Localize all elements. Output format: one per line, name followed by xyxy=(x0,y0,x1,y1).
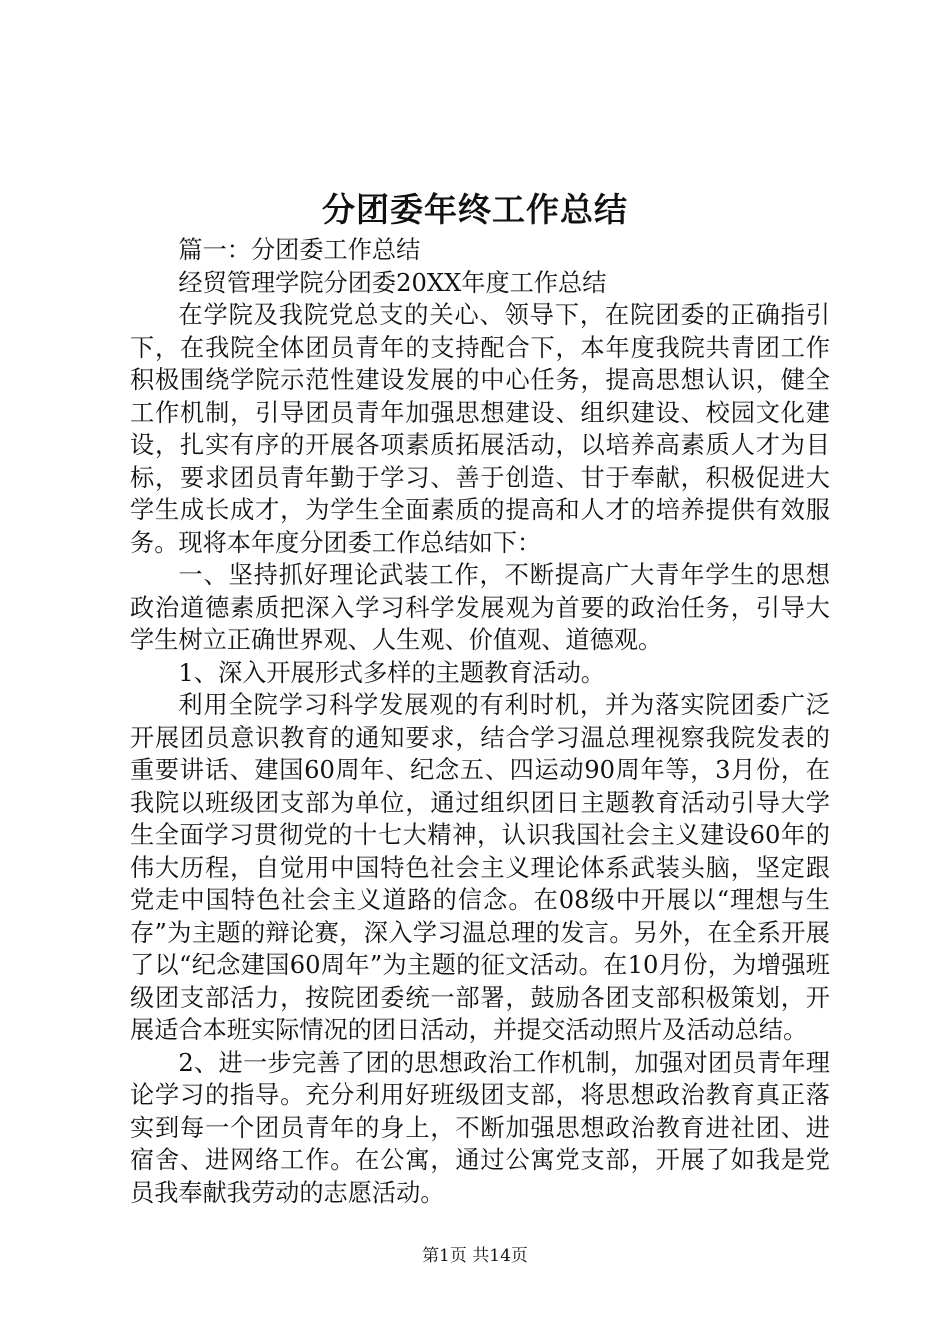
report-subtitle: 经贸管理学院分团委20XX年度工作总结 xyxy=(178,268,607,297)
section-heading: 篇一：分团委工作总结 xyxy=(178,236,421,264)
document-title: 分团委年终工作总结 xyxy=(322,190,628,229)
subpoint-one-heading: 1、深入开展形式多样的主题教育活动。 xyxy=(178,658,605,687)
document-body xyxy=(130,234,830,1209)
subpoint-two-paragraph: 2、进一步完善了团的思想政治工作机制，加强对团员青年理论学习的指导。充分利用好班级团支部，将思想政治教育真正落实到每一个团员青年的身上，不断加强思想政治教育进社团、进宿舍、进网络工作。在公寓，通过公寓党支部，开展了如我是党员我奉献我劳动的志愿活动。 xyxy=(130,1048,830,1207)
intro-paragraph: 在学院及我院党总支的关心、领导下，在院团委的正确指引下，在我院全体团员青年的支持配合下，本年度我院共青团工作积极围绕学院示范性建设发展的中心任务，提高思想认识，健全工作机制，引导团员青年加强思想建设、组织建设、校园文化建设，扎实有序的开展各项素质拓展活动，以培养高素质人才为目标，要求团员青年勤于学习、善于创造、甘于奉献，积极促进大学生成长成才，为学生全面素质的提高和人才的培养提供有效服务。现将本年度分团委工作总结如下： xyxy=(130,301,830,557)
activities-paragraph: 利用全院学习科学发展观的有利时机，并为落实院团委广泛开展团员意识教育的通知要求，结合学习温总理视察我院发表的重要讲话、建国60周年、纪念五、四运动90周年等，3月份，在我院以班级团支部为单位，通过组织团日主题教育活动引导大学生全面学习贯彻党的十七大精神，认识我国社会主义建设60年的伟大历程，自觉用中国特色社会主义理论体系武装头脑，坚定跟党走中国特色社会主义道路的信念。在08级中开展以“理想与生存”为主题的辩论赛，深入学习温总理的发言。另外，在全系开展了以“纪念建国60周年”为主题的征文活动。在10月份，为增强班级团支部活力，按院团委统一部署，鼓励各团支部积极策划，开展适合本班实际情况的团日活动，并提交活动照片及活动总结。 xyxy=(130,691,830,1044)
point-one-paragraph: 一、坚持抓好理论武装工作，不断提高广大青年学生的思想政治道德素质把深入学习科学发展观为首要的政治任务，引导大学生树立正确世界观、人生观、价值观、道德观。 xyxy=(130,561,830,654)
page-footer: 第1页 共14页 xyxy=(422,1246,528,1266)
